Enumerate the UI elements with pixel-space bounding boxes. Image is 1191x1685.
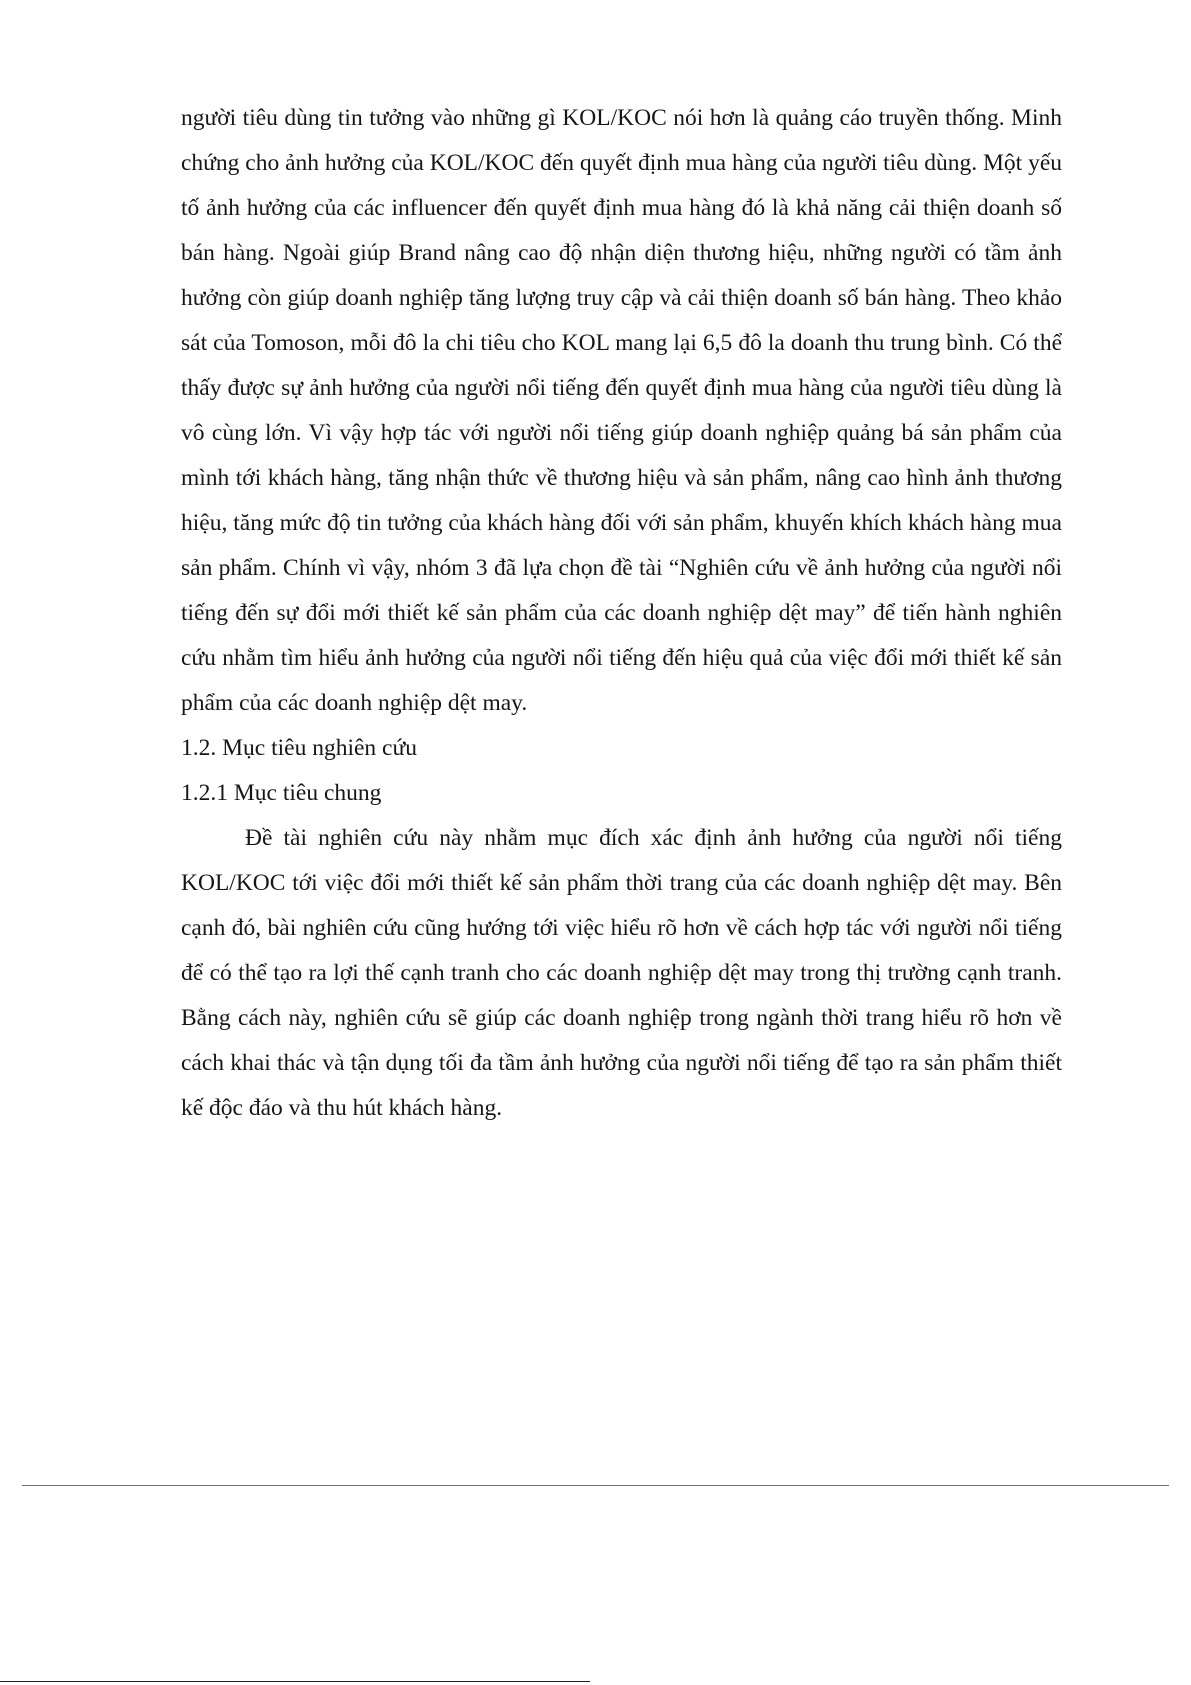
- footer-divider: [22, 1485, 1169, 1486]
- paragraph-general-objective: Đề tài nghiên cứu này nhằm mục đích xác định ảnh hưởng của người nổi tiếng KOL/KOC tới việc đổi mới thiết kế sản phẩm thời trang của các doanh nghiệp dệt may. Bên cạnh đó, bài nghiên cứu cũng hướng tới việc hiểu rõ hơn về cách hợp tác với người nổi tiếng để có thể tạo ra lợi thế cạnh tranh cho các doanh nghiệp dệt may trong thị trường cạnh tranh. Bằng cách này, nghiên cứu sẽ giúp các doanh nghiệp trong ngành thời trang hiểu rõ hơn về cách khai thác và tận dụng tối đa tầm ảnh hưởng của người nổi tiếng để tạo ra sản phẩm thiết kế độc đáo và thu hút khách hàng.: [181, 825, 1062, 1121]
- section-heading-research-objectives: 1.2. Mục tiêu nghiên cứu: [181, 735, 417, 761]
- subsection-heading-general-objective: 1.2.1 Mục tiêu chung: [181, 780, 382, 806]
- paragraph-celebrity-influence: người tiêu dùng tin tưởng vào những gì KOL/KOC nói hơn là quảng cáo truyền thống. Minh chứng cho ảnh hưởng của KOL/KOC đến quyết định mua hàng của người tiêu dùng. Một yếu tố ảnh hưởng của các influencer đến quyết định mua hàng đó là khả năng cải thiện doanh số bán hàng. Ngoài giúp Brand nâng cao độ nhận diện thương hiệu, những người có tầm ảnh hưởng còn giúp doanh nghiệp tăng lượng truy cập và cải thiện doanh số bán hàng. Theo khảo sát của Tomoson, mỗi đô la chi tiêu cho KOL mang lại 6,5 đô la doanh thu trung bình. Có thể thấy được sự ảnh hưởng của người nổi tiếng đến quyết định mua hàng của người tiêu dùng là vô cùng lớn. Vì vậy hợp tác với người nổi tiếng giúp doanh nghiệp quảng bá sản phẩm của mình tới khách hàng, tăng nhận thức về thương hiệu và sản phẩm, nâng cao hình ảnh thương hiệu, tăng mức độ tin tưởng của khách hàng đối với sản phẩm, khuyến khích khách hàng mua sản phẩm. Chính vì vậy, nhóm 3 đã lựa chọn đề tài “Nghiên cứu về ảnh hưởng của người nổi tiếng đến sự đổi mới thiết kế sản phẩm của các doanh nghiệp dệt may” để tiến hành nghiên cứu nhằm tìm hiểu ảnh hưởng của người nổi tiếng đến hiệu quả của việc đổi mới thiết kế sản phẩm của các doanh nghiệp dệt may.: [181, 105, 1062, 716]
- footnote-separator: [0, 1681, 590, 1682]
- body-text: [181, 96, 1062, 1131]
